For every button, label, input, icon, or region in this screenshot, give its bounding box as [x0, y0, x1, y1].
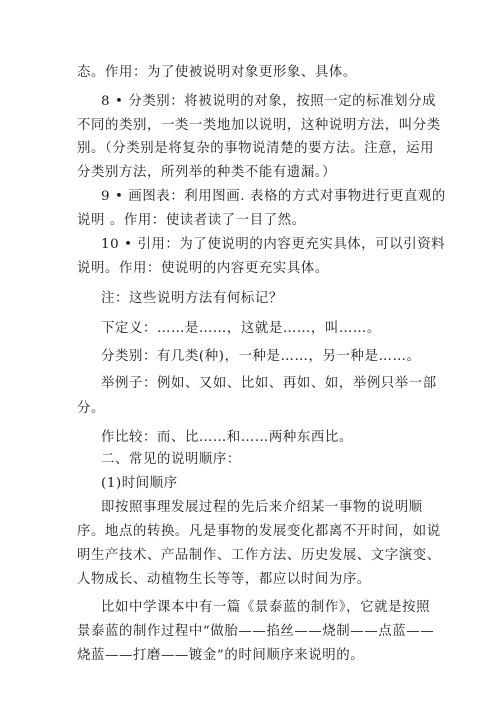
text-line: 分。 [77, 401, 105, 416]
text-line: 景泰蓝的制作过程中“做胎——掐丝——烧制——点蓝—— [77, 624, 435, 639]
text-line: 比如中学课本中有一篇《景泰蓝的制作》，它就是按照 [101, 600, 431, 615]
text-line: 烧蓝——打磨——镀金”的时间顺序来说明的。 [77, 648, 365, 663]
text-line: 明生产技术、产品制作、工作方法、历史发展、文字演变、 [77, 548, 441, 563]
text-line: 注：这些说明方法有何标记？ [101, 291, 283, 306]
text-line: 10 • 引用：为了使说明的内容更充实具体，可以引资料 [101, 237, 446, 252]
text-line: 8 • 分类别：将被说明的对象，按照一定的标准划分成 [101, 94, 437, 109]
text-line: 9 • 画图表：利用图画. 表格的方式对事物进行更直观的 [101, 189, 446, 204]
text-line: 人物成长、动植物生长等等，都应以时间为序。 [77, 572, 371, 587]
text-line: 二、常见的说明顺序： [101, 452, 241, 467]
text-line: 下定义：……是……，这就是……，叫……。 [101, 321, 381, 336]
text-line: 说明。作用：使说明的内容更充实具体。 [77, 261, 329, 276]
text-line: 序。地点的转换。凡是事物的发展变化都离不开时间，如说 [77, 524, 441, 539]
text-line: 别。（分类别是将复杂的事物说清楚的要方法。注意，运用 [77, 141, 435, 156]
text-line: (1)时间顺序 [101, 476, 178, 491]
text-line: 说明 。作用：使读者读了一目了然。 [77, 213, 306, 228]
text-line: 举例子：例如、又如、比如、再如、如，举例只举一部 [101, 376, 437, 391]
text-line: 即按照事理发展过程的先后来介绍某一事物的说明顺 [101, 500, 423, 515]
text-line: 分类别：有几类(种)，一种是……，另一种是……。 [101, 349, 421, 364]
text-line: 分类别方法，所列举的种类不能有遗漏。） [77, 165, 337, 180]
text-line: 不同的类别，一类一类地加以说明，这种说明方法，叫分类 [77, 118, 441, 133]
text-line: 作比较：而、比……和……两种东西比。 [101, 430, 353, 445]
text-line: 态。作用：为了使被说明对象更形象、具体。 [77, 65, 357, 80]
